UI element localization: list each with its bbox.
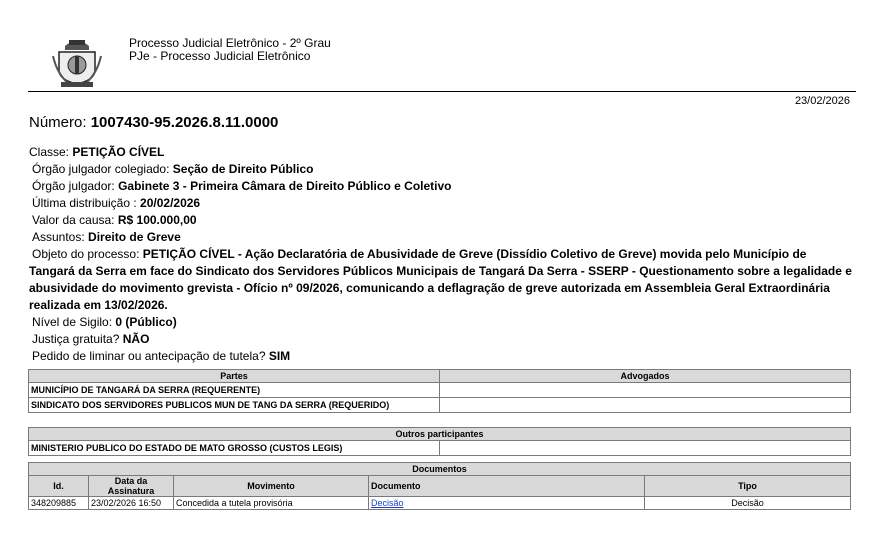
system-name [129, 37, 331, 63]
col-tipo: Tipo [645, 476, 851, 497]
field-orgao-colegiado [29, 161, 855, 178]
liminar-value: SIM [268, 349, 291, 363]
justica-value: NÃO [122, 332, 150, 346]
field-ultima-distribuicao [29, 195, 855, 212]
doc-documento [369, 497, 645, 510]
orgao-colegiado-value: Seção de Direito Público [172, 162, 314, 176]
col-movimento: Movimento [174, 476, 369, 497]
valor-label: Valor da causa: [32, 213, 115, 227]
page-header [0, 0, 883, 92]
doc-data: 23/02/2026 16:50 [89, 497, 174, 510]
objeto-value: PETIÇÃO CÍVEL - Ação Declaratória de Abusividade de Greve (Dissídio Coletivo de Greve) movida pelo Município de Tangará da Serra em face do Sindicato dos Servidores Públicos Municipais de Tangará Da Serra - SSERP - Questionamento sobre a legalidade e abusividade do movimento grevista - Ofício nº 09/2026, comunicando a deflagração de greve autorizada em Assembleia Geral Extraordinária realizada em 13/02/2026. [29, 247, 852, 312]
orgao-colegiado-label: Órgão julgador colegiado: [32, 162, 170, 176]
participante-adv-cell [440, 441, 851, 456]
col-documento: Documento [369, 476, 645, 497]
assuntos-value: Direito de Greve [88, 230, 181, 244]
participante-cell: MINISTERIO PUBLICO DO ESTADO DE MATO GROSSO (CUSTOS LEGIS) [29, 441, 440, 456]
document-date: 23/02/2026 [794, 95, 850, 107]
advogados-header: Advogados [440, 370, 851, 383]
table-row [29, 497, 851, 510]
orgao-label: Órgão julgador: [32, 179, 115, 193]
doc-tipo: Decisão [645, 497, 851, 510]
process-number [29, 114, 278, 131]
process-number-value: 1007430-95.2026.8.11.0000 [90, 114, 279, 131]
orgao-value: Gabinete 3 - Primeira Câmara de Direito Público e Coletivo [118, 179, 452, 193]
coat-of-arms-icon [51, 34, 103, 88]
ultima-value: 20/02/2026 [140, 196, 201, 210]
field-liminar [29, 348, 855, 365]
documentos-header: Documentos [29, 463, 851, 476]
process-number-label: Número: [29, 114, 87, 131]
field-orgao [29, 178, 855, 195]
objeto-label: Objeto do processo: [32, 247, 140, 261]
process-details [29, 144, 855, 365]
partes-header: Partes [29, 370, 440, 383]
classe-value: PETIÇÃO CÍVEL [72, 145, 165, 159]
outros-header: Outros participantes [29, 428, 851, 441]
col-id: Id. [29, 476, 89, 497]
document-link[interactable]: Decisão [371, 498, 404, 508]
field-valor-causa [29, 212, 855, 229]
parte-cell: SINDICATO DOS SERVIDORES PUBLICOS MUN DE TANG DA SERRA (REQUERIDO) [29, 398, 440, 413]
advogado-cell [440, 383, 851, 398]
field-sigilo [29, 314, 855, 331]
assuntos-label: Assuntos: [32, 230, 85, 244]
sigilo-label: Nível de Sigilo: [32, 315, 113, 329]
classe-label: Classe: [29, 145, 70, 159]
outros-participantes-table [28, 427, 851, 456]
field-justica-gratuita [29, 331, 855, 348]
valor-value: R$ 100.000,00 [117, 213, 197, 227]
documentos-table [28, 462, 851, 510]
ultima-label: Última distribuição : [32, 196, 137, 210]
justica-label: Justiça gratuita? [32, 332, 120, 346]
advogado-cell [440, 398, 851, 413]
doc-movimento: Concedida a tutela provisória [174, 497, 369, 510]
doc-id: 348209885 [29, 497, 89, 510]
field-objeto [29, 246, 855, 314]
header-divider [28, 91, 856, 92]
parte-cell: MUNICÍPIO DE TANGARÁ DA SERRA (REQUERENTE) [29, 383, 440, 398]
table-row [29, 383, 851, 398]
sigilo-value: 0 (Público) [115, 315, 177, 329]
system-line-1: Processo Judicial Eletrônico - 2º Grau [129, 36, 331, 50]
col-data: Data da Assinatura [89, 476, 174, 497]
table-row [29, 441, 851, 456]
table-row [29, 398, 851, 413]
field-classe [29, 144, 855, 161]
system-line-2: PJe - Processo Judicial Eletrônico [129, 49, 311, 63]
liminar-label: Pedido de liminar ou antecipação de tutela? [32, 349, 266, 363]
field-assuntos [29, 229, 855, 246]
partes-table [28, 369, 851, 413]
